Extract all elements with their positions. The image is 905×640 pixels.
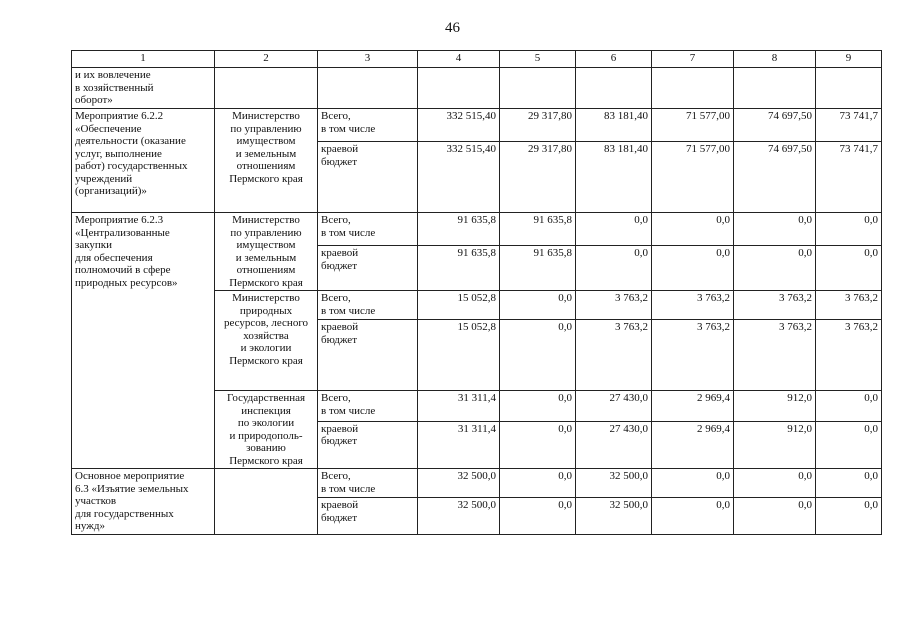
amount-cell: 3 763,2 [816, 291, 882, 320]
amount-cell: 27 430,0 [576, 391, 652, 422]
column-header: 6 [576, 51, 652, 68]
amount-cell: 0,0 [816, 213, 882, 246]
amount-cell: 15 052,8 [418, 320, 500, 391]
empty-cell [418, 68, 500, 109]
funding-label: Всего, в том числе [318, 469, 418, 498]
column-header: 8 [734, 51, 816, 68]
amount-cell: 0,0 [576, 213, 652, 246]
amount-cell: 74 697,50 [734, 109, 816, 142]
activity-name-cell: Мероприятие 6.2.3 «Централизованные закупки для обеспечения полномочий в сфере природных ресурсов» [72, 213, 215, 469]
amount-cell: 3 763,2 [652, 320, 734, 391]
empty-cell [816, 68, 882, 109]
funding-label: краевой бюджет [318, 320, 418, 391]
amount-cell: 0,0 [734, 246, 816, 291]
amount-cell: 0,0 [576, 246, 652, 291]
amount-cell: 91 635,8 [500, 213, 576, 246]
header-row [72, 51, 882, 68]
amount-cell: 32 500,0 [576, 469, 652, 498]
amount-cell: 83 181,40 [576, 142, 652, 213]
amount-cell: 0,0 [500, 320, 576, 391]
empty-cell [734, 68, 816, 109]
amount-cell: 0,0 [816, 469, 882, 498]
column-header: 5 [500, 51, 576, 68]
amount-cell: 15 052,8 [418, 291, 500, 320]
table-row [72, 109, 882, 142]
activity-name-cell: Основное мероприятие 6.3 «Изъятие земельных участков для государственных нужд» [72, 469, 215, 535]
amount-cell: 3 763,2 [576, 320, 652, 391]
empty-cell [576, 68, 652, 109]
amount-cell: 29 317,80 [500, 142, 576, 213]
funding-label: краевой бюджет [318, 421, 418, 468]
empty-cell [652, 68, 734, 109]
amount-cell: 32 500,0 [418, 498, 500, 535]
amount-cell: 32 500,0 [576, 498, 652, 535]
column-header: 4 [418, 51, 500, 68]
amount-cell: 83 181,40 [576, 109, 652, 142]
amount-cell: 0,0 [734, 213, 816, 246]
column-header: 9 [816, 51, 882, 68]
amount-cell: 29 317,80 [500, 109, 576, 142]
column-header: 7 [652, 51, 734, 68]
funding-label: Всего, в том числе [318, 391, 418, 422]
funding-label: Всего, в том числе [318, 291, 418, 320]
amount-cell: 0,0 [500, 291, 576, 320]
executor-cell: Министерство природных ресурсов, лесного хозяйства и экологии Пермского края [215, 291, 318, 391]
page-number: 46 [445, 20, 460, 36]
column-header: 1 [72, 51, 215, 68]
amount-cell: 0,0 [816, 391, 882, 422]
amount-cell: 0,0 [734, 498, 816, 535]
amount-cell: 0,0 [734, 469, 816, 498]
amount-cell: 74 697,50 [734, 142, 816, 213]
amount-cell: 71 577,00 [652, 142, 734, 213]
amount-cell: 0,0 [816, 498, 882, 535]
amount-cell: 0,0 [500, 391, 576, 422]
amount-cell: 3 763,2 [734, 320, 816, 391]
amount-cell: 0,0 [652, 213, 734, 246]
amount-cell: 71 577,00 [652, 109, 734, 142]
amount-cell: 2 969,4 [652, 421, 734, 468]
amount-cell: 91 635,8 [500, 246, 576, 291]
amount-cell: 0,0 [816, 421, 882, 468]
funding-label: Всего, в том числе [318, 109, 418, 142]
executor-cell: Министерство по управлению имуществом и земельным отношениям Пермского края [215, 109, 318, 213]
amount-cell: 0,0 [816, 246, 882, 291]
amount-cell: 912,0 [734, 421, 816, 468]
executor-cell [215, 469, 318, 535]
executor-cell: Государственная инспекция по экологии и природополь- зованию Пермского края [215, 391, 318, 469]
amount-cell: 73 741,7 [816, 142, 882, 213]
amount-cell: 0,0 [500, 498, 576, 535]
activity-name-cell: и их вовлечение в хозяйственный оборот» [72, 68, 215, 109]
empty-cell [215, 68, 318, 109]
budget-table [71, 50, 882, 535]
column-header: 3 [318, 51, 418, 68]
amount-cell: 27 430,0 [576, 421, 652, 468]
amount-cell: 3 763,2 [652, 291, 734, 320]
table-row [72, 469, 882, 498]
amount-cell: 31 311,4 [418, 421, 500, 468]
amount-cell: 31 311,4 [418, 391, 500, 422]
amount-cell: 912,0 [734, 391, 816, 422]
amount-cell: 3 763,2 [816, 320, 882, 391]
empty-cell [318, 68, 418, 109]
amount-cell: 332 515,40 [418, 109, 500, 142]
funding-label: краевой бюджет [318, 142, 418, 213]
executor-cell: Министерство по управлению имуществом и земельным отношениям Пермского края [215, 213, 318, 291]
amount-cell: 91 635,8 [418, 246, 500, 291]
amount-cell: 3 763,2 [734, 291, 816, 320]
table-row [72, 68, 882, 109]
amount-cell: 0,0 [652, 498, 734, 535]
funding-label: Всего, в том числе [318, 213, 418, 246]
amount-cell: 73 741,7 [816, 109, 882, 142]
column-header: 2 [215, 51, 318, 68]
amount-cell: 0,0 [500, 421, 576, 468]
funding-label: краевой бюджет [318, 498, 418, 535]
activity-name-cell: Мероприятие 6.2.2 «Обеспечение деятельности (оказание услуг, выполнение работ) государственных учреждений (организаций)» [72, 109, 215, 213]
amount-cell: 332 515,40 [418, 142, 500, 213]
amount-cell: 91 635,8 [418, 213, 500, 246]
amount-cell: 3 763,2 [576, 291, 652, 320]
amount-cell: 2 969,4 [652, 391, 734, 422]
amount-cell: 0,0 [652, 246, 734, 291]
amount-cell: 32 500,0 [418, 469, 500, 498]
table-row [72, 213, 882, 246]
empty-cell [500, 68, 576, 109]
amount-cell: 0,0 [652, 469, 734, 498]
amount-cell: 0,0 [500, 469, 576, 498]
funding-label: краевой бюджет [318, 246, 418, 291]
